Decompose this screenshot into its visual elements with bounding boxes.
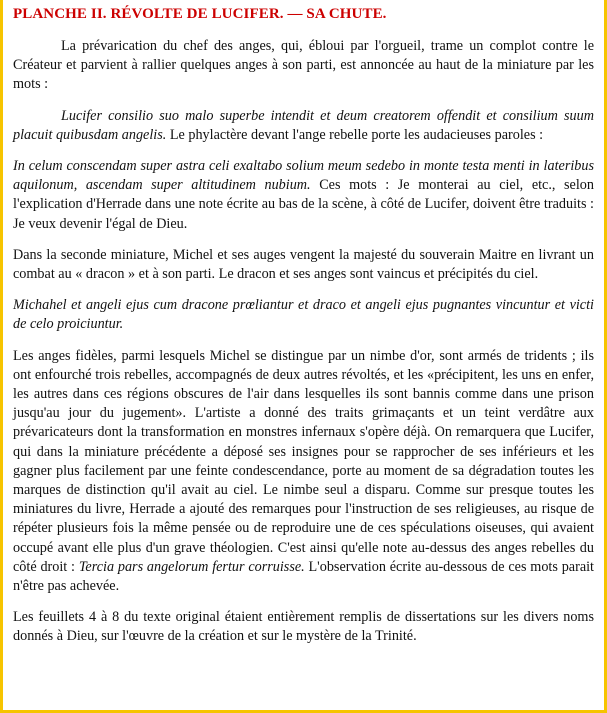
- latin-quote: Tercia pars angelorum fertur corruisse.: [78, 558, 305, 575]
- paragraph-michael-quote: [13, 296, 594, 334]
- paragraph-folios: Les feuillets 4 à 8 du texte original étaient entièrement remplis de dissertations sur les divers noms donnés à Dieu, sur l'œuvre de la création et sur le mystère de la Trinité.: [13, 609, 594, 645]
- latin-quote: In celum conscendam super astra celi exaltabo solium meum sedebo in monte testa menti in lateribus aquilonum, ascendam super altitudinem nubium.: [13, 158, 594, 194]
- paragraph-phylactery: [13, 157, 594, 234]
- paragraph-faithful-angels: [13, 347, 594, 597]
- paragraph-text: Le phylactère devant l'ange rebelle porte les audacieuses paroles :: [166, 126, 544, 143]
- paragraph-text: L'observation écrite au-dessous de ces mots parait n'être pas achevée.: [13, 558, 594, 595]
- paragraph-intro: La prévarication du chef des anges, qui, ébloui par l'orgueil, trame un complot contre le Créateur et parvient à rallier quelques anges à son parti, est annoncée au haut de la miniature par les mots :: [13, 38, 594, 93]
- latin-quote: Michahel et angeli ejus cum dracone prœliantur et draco et angeli ejus pugnantes vincuntur et victi de celo proiciuntur.: [13, 297, 594, 333]
- document-page: [3, 0, 604, 710]
- paragraph-text: Ces mots : Je monterai au ciel, etc., selon l'explication d'Herrade dans une note écrite au bas de la scène, à côté de Lucifer, doivent être traduits : Je veux devenir l'égal de Dieu.: [13, 177, 594, 232]
- paragraph-text: Les anges fidèles, parmi lesquels Michel se distingue par un nimbe d'or, sont armés de tridents ; ils ont enfourché trois rebelles, accompagnés de deux autres révoltés, et les «précipitent, les uns en enfer, les autres dans ces régions obscures de l'air dans lesquelles ils sont bannis comme dans une prison jusqu'au jour du jugement». L'artiste a donné des traits grimaçants et un teint verdâtre aux prévaricateurs dont la transformation en monstres infernaux s'opère déjà. On remarquera que Lucifer, qui dans la miniature précédente a déposé ses insignes pour se rapprocher de ses inférieurs et les gagner plus facilement par une feinte condescendance, porte au moment de sa dégradation toutes les marques de distinction qu'il avait au ciel. Le nimbe seul a disparu. Comme sur presque toutes les miniatures du livre, Herrade a ajouté des remarques pour l'instruction de ses religieuses, au risque de répéter plusieurs fois la même pensée ou de reproduire une de ces spéculations oiseuses, qui avaient occupé avant elle plus d'un grave théologien. C'est ainsi qu'elle note au-dessus des anges rebelles du côté droit :: [13, 347, 594, 575]
- paragraph-lucifer-quote: [13, 107, 594, 145]
- paragraph-second-miniature: Dans la seconde miniature, Michel et ses auges vengent la majesté du souverain Maitre en livrant un combat au « dracon » et à son parti. Le dracon et ses anges sont vaincus et précipités du ciel.: [13, 246, 594, 283]
- page-title: PLANCHE II. RÉVOLTE DE LUCIFER. — SA CHUTE.: [13, 6, 387, 22]
- latin-quote: Lucifer consilio suo malo superbe intendit et deum creatorem offendit et consilium suum placuit quibusdam angelis.: [13, 107, 594, 143]
